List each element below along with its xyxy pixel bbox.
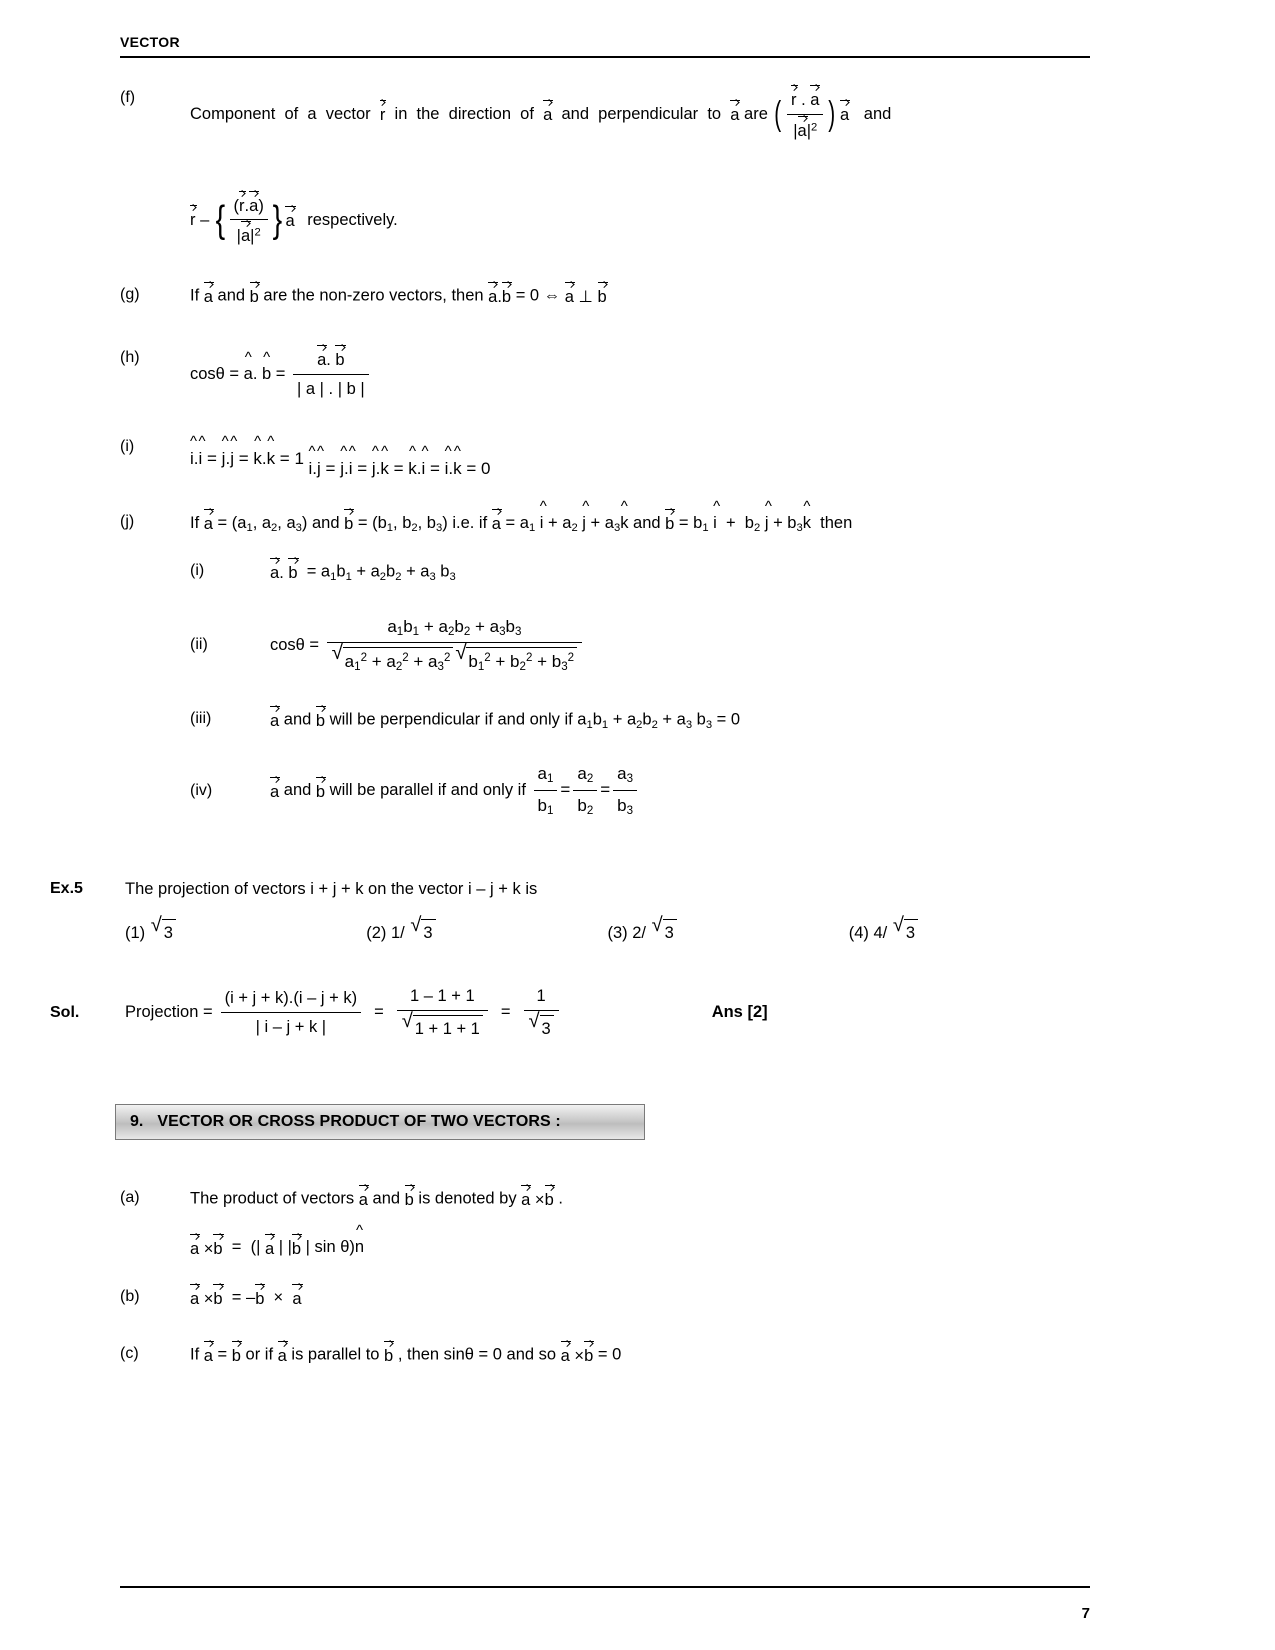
item-f-label: (f) <box>120 89 136 106</box>
section-9-item-b-text: a ×b = –b × a <box>190 1285 1090 1312</box>
item-h <box>120 346 1090 402</box>
footer-rule <box>120 1586 1090 1588</box>
solution-answer: Ans [2] <box>711 1003 768 1022</box>
item-j-ii-label: (ii) <box>190 636 208 654</box>
solution-fraction-1: $\frac{(i + j + k).(i - j + k)}{| i - j + k |}$ <box>221 986 361 1040</box>
item-j-i-text: a. $b = a_1b_1 + a_2b_2 + a_3$ $b_3$ <box>270 559 1090 586</box>
item-f-formula-2: r – { $\frac{(r.a)}{|a|^2}$ } a respectively. <box>190 192 1090 250</box>
item-j-i-label: (i) <box>190 561 205 579</box>
option-3-key: (3) <box>607 924 628 943</box>
item-h-label: (h) <box>120 348 140 366</box>
example-question: The projection of vectors i + j + k on the vector i – j + k is <box>125 879 538 898</box>
item-g-label: (g) <box>120 286 140 303</box>
page-header <box>120 34 1090 50</box>
item-g <box>120 283 1090 310</box>
solution-lead: Projection = <box>125 1003 213 1022</box>
header-rule <box>120 56 1090 58</box>
page-content <box>50 0 1090 1650</box>
section-9-item-a-formula: a ×b = (| a | |b | sin θ)^ n <box>190 1234 1090 1261</box>
item-j-i <box>120 559 1090 586</box>
option-1[interactable] <box>125 917 366 946</box>
solution-text <box>125 984 1090 1042</box>
page-number: 7 <box>1081 1605 1090 1622</box>
option-4-key: (4) <box>848 924 869 943</box>
option-4-value: √ 3 <box>893 917 918 946</box>
option-1-value: √ 3 <box>151 917 176 946</box>
section-9-item-a <box>120 1186 1090 1213</box>
section-9-item-a-text: The product of vectors a and b is denoted by a ×b . <box>190 1186 1090 1213</box>
example-options <box>120 917 1090 946</box>
item-f-sentence: Component of a vector r in the direction of a and perpendicular to a are <box>190 105 772 123</box>
item-f-line2 <box>120 192 1090 250</box>
section-9-item-a-label: (a) <box>120 1188 140 1206</box>
section-9-item-a-formula-row <box>120 1234 1090 1261</box>
option-1-key: (1) <box>125 924 146 943</box>
item-h-fraction: $\frac{a. b}{| a | . | b |}$ <box>293 346 369 402</box>
section-9-item-b <box>120 1285 1090 1312</box>
option-4[interactable]: (4) 4/ √ 3 <box>849 917 1090 946</box>
section-9-item-c-label: (c) <box>120 1345 139 1363</box>
item-j-iv-label: (iv) <box>190 782 213 799</box>
item-i-line2: ^ i.^ j = ^ j.^ i = ^ j.^ k = ^ k.^ i = ^ i.^ k = 0 <box>309 455 491 482</box>
item-j-iii-text: a and b will be perpendicular if and only if $a_1b_1 + a_2b_2 + a_3$ $b_3 = 0$ <box>270 707 1090 734</box>
document-body <box>50 80 1090 1375</box>
option-2-key: (2) <box>366 924 387 943</box>
item-f-tail: and <box>863 105 892 124</box>
item-j-ii <box>120 614 1090 677</box>
solution-fraction-2: 1 – 1 + 1 √ 1 + 1 + 1 <box>397 984 488 1042</box>
item-i <box>120 435 1090 482</box>
item-i-label: (i) <box>120 438 135 456</box>
item-j-ii-fraction: $a_1b_1 + a_2b_2 + a_3b_3$ √ $a_1^2 + a_2^2 + a_3^2$ √ $b_1^2 + b_2^2 + b_3^2$ <box>327 614 582 677</box>
item-j-iii <box>120 707 1090 734</box>
item-i-line1: ^ i.^ i = ^ j.^ j = ^ k.^ k = 1 <box>190 445 304 472</box>
item-f-respectively: respectively. <box>307 210 398 229</box>
section-9-item-b-label: (b) <box>120 1288 140 1306</box>
option-2-value: √ 3 <box>410 917 435 946</box>
item-f-formula-1: ( $\frac{r . a}{|a|^2}$ ) a <box>772 86 849 144</box>
section-9-heading <box>115 1104 1090 1140</box>
item-j-iv <box>120 761 1090 820</box>
section-9-item-c-text: If a = b or if a is parallel to b , then sinθ = 0 and so a ×b = 0 <box>190 1342 1090 1369</box>
section-9-title: VECTOR OR CROSS PRODUCT OF TWO VECTORS : <box>157 1112 561 1130</box>
option-2[interactable]: (2) 1/ √ 3 <box>366 917 607 946</box>
item-i-text <box>190 435 1090 482</box>
item-j-ii-text <box>270 614 1090 677</box>
example-label: Ex.5 <box>50 879 83 897</box>
item-j-ii-lhs: cosθ = <box>270 635 320 654</box>
header-title: VECTOR <box>120 34 180 50</box>
item-j-iii-label: (iii) <box>190 709 212 727</box>
item-j-iv-ratio: $\frac{a_1}{b_1}$ = $\frac{a_2}{b_2}$ = $\frac{a_3}{b_3}$ <box>531 761 641 820</box>
item-f <box>120 86 1090 144</box>
item-g-text: If a and b are the non-zero vectors, then a.b = 0 ⇔ a ⊥ b <box>190 283 1090 310</box>
section-9-item-c <box>120 1342 1090 1369</box>
item-f-text <box>190 86 1070 144</box>
solution-fraction-3: 1 √ 3 <box>524 984 559 1042</box>
item-j-label: (j) <box>120 512 135 530</box>
solution-label: Sol. <box>50 1003 80 1021</box>
option-3-value: √ 3 <box>652 917 677 946</box>
example-question-row <box>50 877 1090 902</box>
solution-row <box>50 984 1090 1042</box>
section-9-number: 9. <box>130 1112 144 1130</box>
solution-eq-2: = <box>500 1003 511 1022</box>
item-j <box>120 510 1090 537</box>
item-j-iv-text: a and b will be parallel if and only if $\frac{a_1}{b_1}$ = $\frac{a_2}{b_2}$ = $\frac{a_3}{b_3}$ <box>270 761 1090 820</box>
solution-eq-1: = <box>374 1003 384 1022</box>
item-h-text: cosθ = ^ a. ^ b = $\frac{a. b}{| a | . | b |}$ <box>190 346 1090 402</box>
option-3[interactable]: (3) 2/ √ 3 <box>608 917 849 946</box>
item-j-intro: If $a = (a_1$, $a_2$, $a_3$) and $b = (b_1$, $b_2$, $b_3$) i.e. if $a = a_1$ ^ $i + a_2$ ^ $j + a_3\^{}$ k and $b = b_1$ ^ $i + b_2$ ^ $j + b_3\^{}$ k then <box>190 510 1090 537</box>
